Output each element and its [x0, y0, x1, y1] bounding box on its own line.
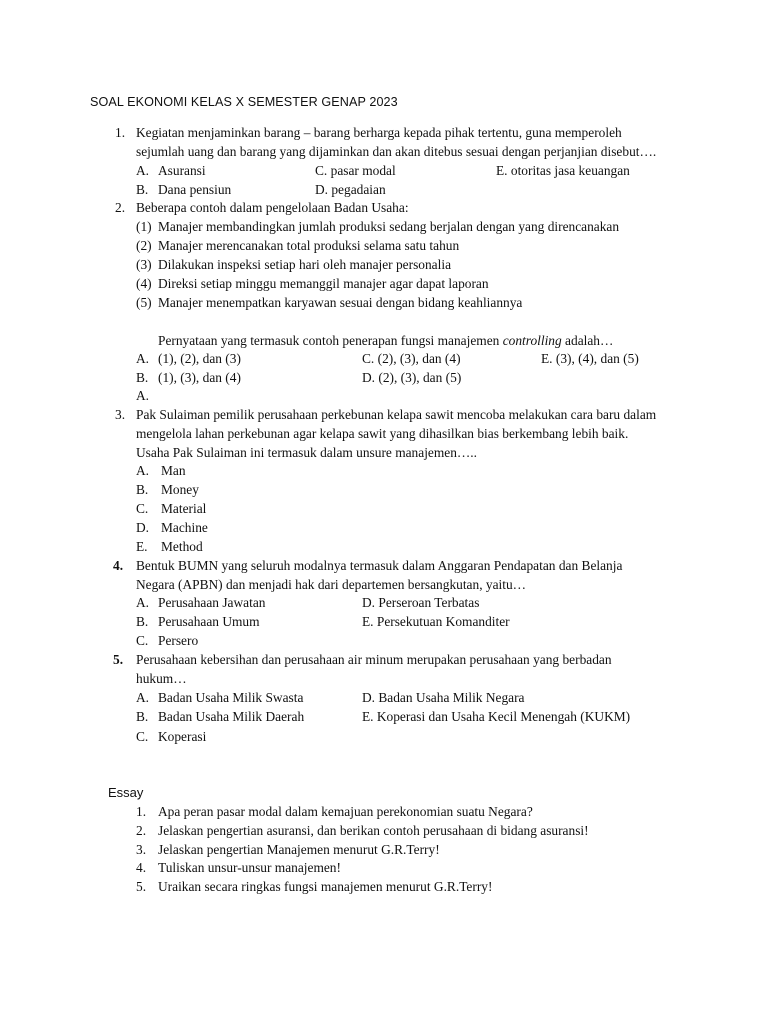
option-letter: A.	[136, 163, 150, 178]
option-letter: B.	[136, 182, 149, 197]
option-letter: C.	[136, 501, 149, 516]
option-text: (1), (2), dan (3)	[158, 351, 241, 366]
statement-number: (3)	[136, 257, 152, 272]
essay-question: Jelaskan pengertian asuransi, dan berikan contoh perusahaan di bidang asuransi!	[158, 823, 589, 838]
question-number: 4.	[113, 558, 124, 573]
statement-number: (5)	[136, 295, 152, 310]
statement-number: (1)	[136, 219, 152, 234]
question-text: Kegiatan menjaminkan barang – barang berharga kepada pihak tertentu, guna memperoleh	[136, 125, 622, 140]
page-title: SOAL EKONOMI KELAS X SEMESTER GENAP 2023	[90, 95, 398, 109]
essay-number: 1.	[136, 804, 147, 819]
option-text: E. (3), (4), dan (5)	[541, 351, 639, 366]
option-text: Man	[161, 463, 186, 478]
question-number: 1.	[115, 125, 126, 140]
option-text: D. Perseroan Terbatas	[362, 595, 480, 610]
option-text: D. (2), (3), dan (5)	[362, 370, 462, 385]
statement-number: (2)	[136, 238, 152, 253]
option-text: Asuransi	[158, 163, 206, 178]
question-text: Negara (APBN) dan menjadi hak dari departemen bersangkutan, yaitu…	[136, 577, 527, 592]
option-text: Money	[161, 482, 199, 497]
option-letter: C.	[136, 729, 149, 744]
question-text: Perusahaan kebersihan dan perusahaan air minum merupakan perusahaan yang berbadan	[136, 652, 612, 667]
question-text: Pak Sulaiman pemilik perusahaan perkebunan kelapa sawit mencoba melakukan cara baru dalam	[136, 407, 657, 422]
option-letter: C.	[136, 633, 149, 648]
option-letter: A.	[136, 595, 150, 610]
essay-number: 4.	[136, 860, 147, 875]
question-text: Usaha Pak Sulaiman ini termasuk dalam unsure manajemen…..	[136, 445, 478, 460]
essay-number: 2.	[136, 823, 147, 838]
essay-number: 3.	[136, 842, 147, 857]
option-letter: A.	[136, 388, 150, 403]
option-letter: A.	[136, 690, 150, 705]
option-letter: E.	[136, 539, 148, 554]
prompt-text-end: adalah…	[561, 333, 614, 348]
option-text: Method	[161, 539, 203, 554]
question-prompt	[158, 332, 613, 350]
option-text: Perusahaan Umum	[158, 614, 260, 629]
option-text: Badan Usaha Milik Daerah	[158, 709, 305, 724]
essay-question: Tuliskan unsur-unsur manajemen!	[158, 860, 341, 875]
option-letter: B.	[136, 370, 149, 385]
option-text: Koperasi	[158, 729, 207, 744]
option-text: D. Badan Usaha Milik Negara	[362, 690, 525, 705]
option-letter: A.	[136, 463, 150, 478]
essay-question: Jelaskan pengertian Manajemen menurut G.R.Terry!	[158, 842, 440, 857]
question-text: Beberapa contoh dalam pengelolaan Badan Usaha:	[136, 200, 409, 215]
option-text: D. pegadaian	[315, 182, 386, 197]
statement-text: Manajer menempatkan karyawan sesuai dengan bidang keahliannya	[158, 295, 523, 310]
option-letter: B.	[136, 482, 149, 497]
option-text: C. pasar modal	[315, 163, 396, 178]
option-letter: B.	[136, 709, 149, 724]
option-text: E. otoritas jasa keuangan	[496, 163, 630, 178]
essay-question: Uraikan secara ringkas fungsi manajemen menurut G.R.Terry!	[158, 879, 493, 894]
statement-text: Manajer membandingkan jumlah produksi sedang berjalan dengan yang direncanakan	[158, 219, 620, 234]
essay-question: Apa peran pasar modal dalam kemajuan perekonomian suatu Negara?	[158, 804, 533, 819]
option-text: E. Koperasi dan Usaha Kecil Menengah (KUKM)	[362, 709, 631, 724]
question-text: hukum…	[136, 671, 187, 686]
essay-number: 5.	[136, 879, 147, 894]
option-text: (1), (3), dan (4)	[158, 370, 241, 385]
option-letter: B.	[136, 614, 149, 629]
statement-text: Direksi setiap minggu memanggil manajer agar dapat laporan	[158, 276, 489, 291]
option-text: Material	[161, 501, 207, 516]
statement-number: (4)	[136, 276, 152, 291]
prompt-text: Pernyataan yang termasuk contoh penerapan fungsi manajemen	[158, 333, 503, 348]
option-letter: D.	[136, 520, 150, 535]
essay-heading: Essay	[108, 785, 144, 800]
option-text: Persero	[158, 633, 199, 648]
option-text: E. Persekutuan Komanditer	[362, 614, 510, 629]
question-number: 5.	[113, 652, 124, 667]
question-text: sejumlah uang dan barang yang dijaminkan dan akan ditebus sesuai dengan perjanjian disebut….	[136, 144, 657, 159]
option-text: C. (2), (3), dan (4)	[362, 351, 461, 366]
prompt-emphasis: controlling	[502, 333, 562, 348]
option-text: Badan Usaha Milik Swasta	[158, 690, 304, 705]
question-text: mengelola lahan perkebunan agar kelapa sawit yang dihasilkan bias berkembang lebih baik.	[136, 426, 629, 441]
question-text: Bentuk BUMN yang seluruh modalnya termasuk dalam Anggaran Pendapatan dan Belanja	[136, 558, 623, 573]
statement-text: Dilakukan inspeksi setiap hari oleh manajer personalia	[158, 257, 452, 272]
statement-text: Manajer merencanakan total produksi selama satu tahun	[158, 238, 460, 253]
option-text: Dana pensiun	[158, 182, 232, 197]
question-number: 2.	[115, 200, 126, 215]
option-text: Perusahaan Jawatan	[158, 595, 266, 610]
question-number: 3.	[115, 407, 126, 422]
option-letter: A.	[136, 351, 150, 366]
option-text: Machine	[161, 520, 208, 535]
